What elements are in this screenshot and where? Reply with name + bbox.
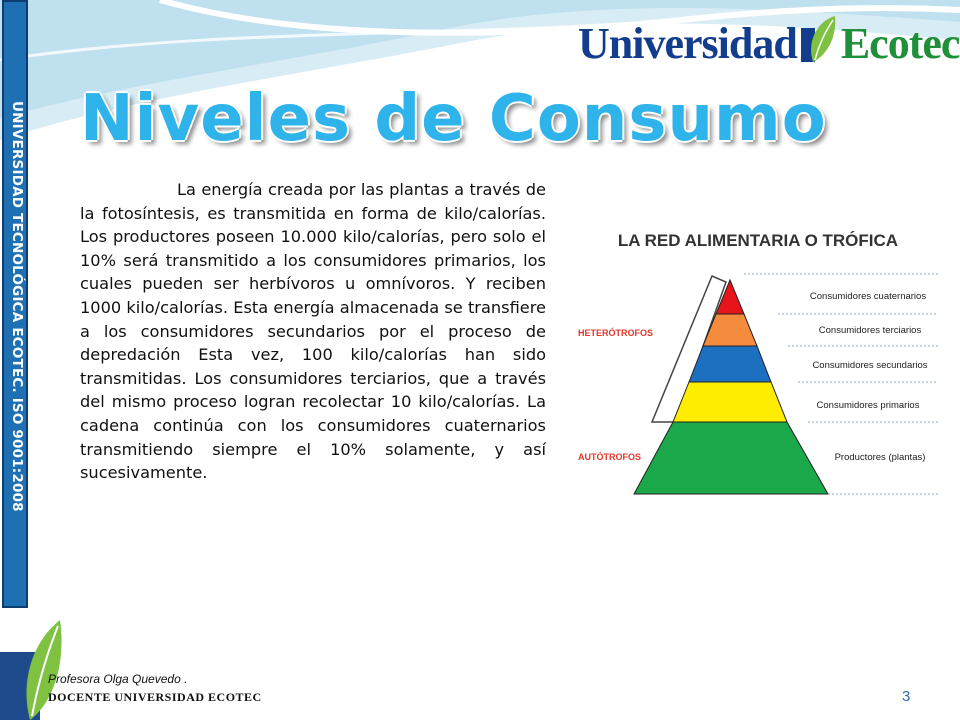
level-producers (634, 422, 828, 494)
footer-author-role: DOCENTE UNIVERSIDAD ECOTEC (48, 690, 262, 704)
label-tertiary: Consumidores terciarios (818, 325, 922, 336)
footer-author-name: Profesora Olga Quevedo . (48, 672, 188, 686)
university-logo (578, 18, 960, 68)
slide-title: Niveles de Consumo (80, 82, 827, 156)
logo-text-ecotec: Ecotec (840, 19, 960, 68)
label-quaternary: Consumidores cuaternarios (809, 291, 927, 302)
label-heterotrophs: HETERÓTROFOS (578, 328, 654, 338)
label-autotrophs: AUTÓTROFOS (578, 452, 641, 462)
leaf-icon (799, 14, 839, 64)
side-banner (2, 0, 28, 608)
page-number: 3 (902, 688, 911, 705)
level-secondary-consumers (689, 346, 771, 382)
body-paragraph: La energía creada por las plantas a través de la fotosíntesis, es transmitida en forma de kilo/calorías. Los productores poseen 10.000 kilo/calorías, pero solo el 10% será transmitido a los consumidores primarios, los cuales pueden ser herbívoros u omnívoros. Y reciben 1000 kilo/calorías. Esta energía almacenada se transfiere a los consumidores secundarios por el proceso de depredación Esta vez, 100 kilo/calorías han sido transmitidas. Los consumidores terciarios, que a través del mismo proceso logran recolectar 10 kilo/calorías. La cadena continúa con los consumidores cuaternarios transmitiendo siempre el 10% solamente, y así sucesivamente. (80, 180, 546, 483)
trophic-pyramid-diagram (568, 222, 948, 512)
logo-text-universidad: Universidad (578, 19, 797, 68)
level-primary-consumers (673, 382, 787, 422)
label-primary: Consumidores primarios (816, 400, 920, 411)
label-secondary: Consumidores secundarios (812, 360, 928, 371)
side-banner-text: UNIVERSIDAD TECNOLÓGICA ECOTEC. ISO 9001:2008 (9, 100, 25, 512)
label-producers: Productores (plantas) (834, 452, 926, 463)
diagram-title: LA RED ALIMENTARIA O TRÓFICA (617, 231, 899, 250)
